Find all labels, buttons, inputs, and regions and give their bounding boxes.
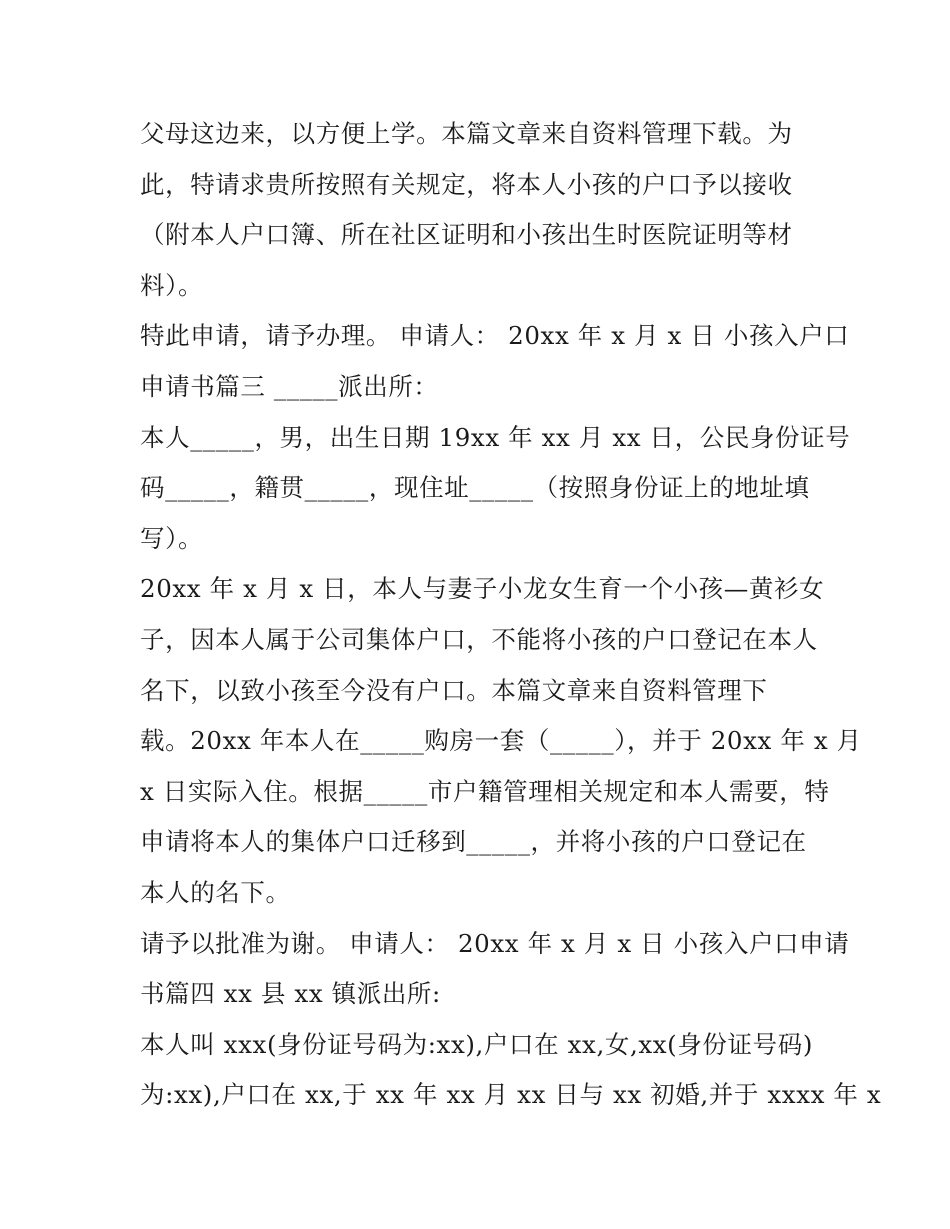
text-line: 请予以批准为谢。 申请人： 20xx 年 x 月 x 日 小孩入户口申请 [140, 928, 850, 958]
text-line: 父母这边来，以方便上学。本篇文章来自资料管理下载。为 [140, 119, 793, 148]
text-line: 子，因本人属于公司集体户口，不能将小孩的户口登记在本人 [140, 624, 818, 654]
text-line: 本人_____，男，出生日期 19xx 年 xx 月 xx 日，公民身份证号 [140, 422, 851, 452]
text-line: x 日实际入住。根据_____市户籍管理相关规定和本人需要，特 [140, 776, 830, 806]
text-line: 载。20xx 年本人在_____购房一套（_____），并于 20xx 年 x 月 [140, 726, 862, 756]
text-line: 本人叫 xxx(身份证号码为:xx),户口在 xx,女,xx(身份证号码) [140, 1029, 813, 1059]
text-line: 20xx 年 x 月 x 日，本人与妻子小龙女生育一个小孩—黄衫女 [140, 574, 825, 604]
text-line: 为:xx),户口在 xx,于 xx 年 xx 月 xx 日与 xx 初婚,并于 xxxx 年 x [140, 1080, 882, 1110]
document-body [140, 109, 882, 1121]
text-line: 申请书篇三 _____派出所： [140, 371, 439, 401]
text-line: 名下，以致小孩至今没有户口。本篇文章来自资料管理下 [140, 675, 768, 705]
text-line: （附本人户口簿、所在社区证明和小孩出生时医院证明等材 [140, 220, 793, 250]
text-line: 书篇四 xx 县 xx 镇派出所: [140, 979, 441, 1009]
text-line: 码_____，籍贯_____，现住址_____（按照身份证上的地址填 [140, 473, 810, 503]
text-line: 此，特请求贵所按照有关规定，将本人小孩的户口予以接收 [140, 169, 793, 199]
text-line: 申请将本人的集体户口迁移到_____，并将小孩的户口登记在 [140, 827, 807, 857]
text-line: 料）。 [140, 270, 204, 300]
text-line: 写）。 [140, 523, 204, 553]
text-line: 本人的名下。 [140, 877, 291, 907]
text-line: 特此申请，请予办理。 申请人： 20xx 年 x 月 x 日 小孩入户口 [140, 321, 850, 351]
